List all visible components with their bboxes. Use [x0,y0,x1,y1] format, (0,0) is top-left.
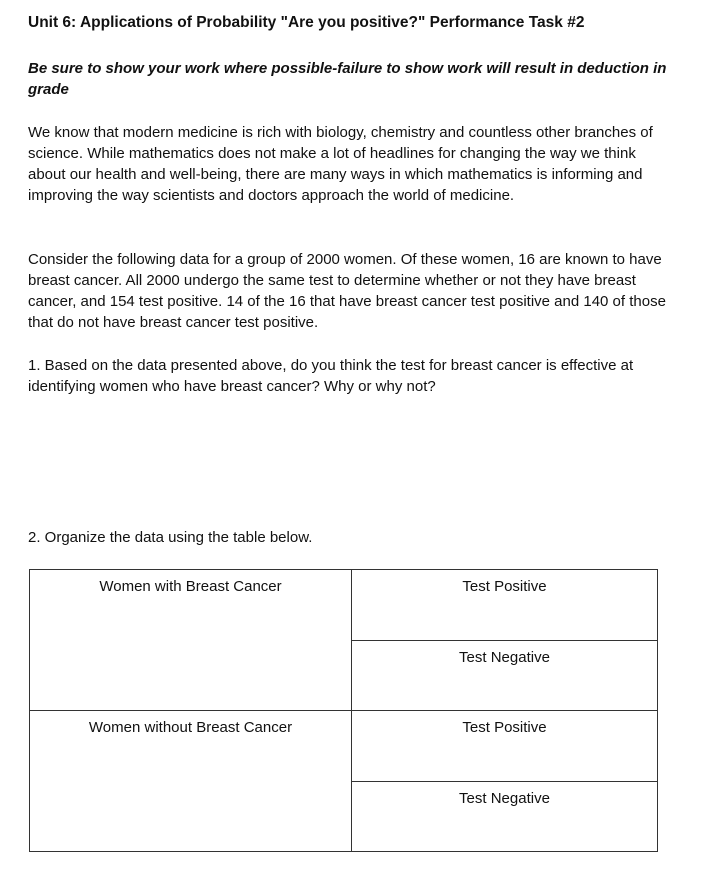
intro-paragraph: We know that modern medicine is rich with biology, chemistry and countless other branches of science. While mathematics does not make a lot of headlines for changing the way we think about our health and well-being, there are many ways in which mathematics is informing and improving the way scientists and doctors approach the world of medicine. [28,124,653,204]
question-1: 1. Based on the data presented above, do you think the test for breast cancer is effective at identifying women who have breast cancer? Why or why not? [28,357,634,395]
result-cell[interactable]: Test Negative [352,640,658,711]
table-row [30,570,658,641]
group-cell[interactable]: Women without Breast Cancer [30,711,352,852]
table-row [30,711,658,782]
data-table [29,569,658,852]
instruction-note: Be sure to show your work where possible-failure to show work will result in deduction in grade [28,60,667,98]
result-cell[interactable]: Test Positive [352,711,658,782]
result-cell[interactable]: Test Positive [352,570,658,641]
question-2: 2. Organize the data using the table below. [28,529,313,546]
result-cell[interactable]: Test Negative [352,781,658,852]
group-cell[interactable]: Women with Breast Cancer [30,570,352,711]
page-title: Unit 6: Applications of Probability "Are you positive?" Performance Task #2 [28,14,585,31]
data-paragraph: Consider the following data for a group of 2000 women. Of these women, 16 are known to have breast cancer. All 2000 undergo the same test to determine whether or not they have breast cancer, and 154 test positive. 14 of the 16 that have breast cancer test positive and 140 of those that do not have breast cancer test positive. [28,251,666,331]
